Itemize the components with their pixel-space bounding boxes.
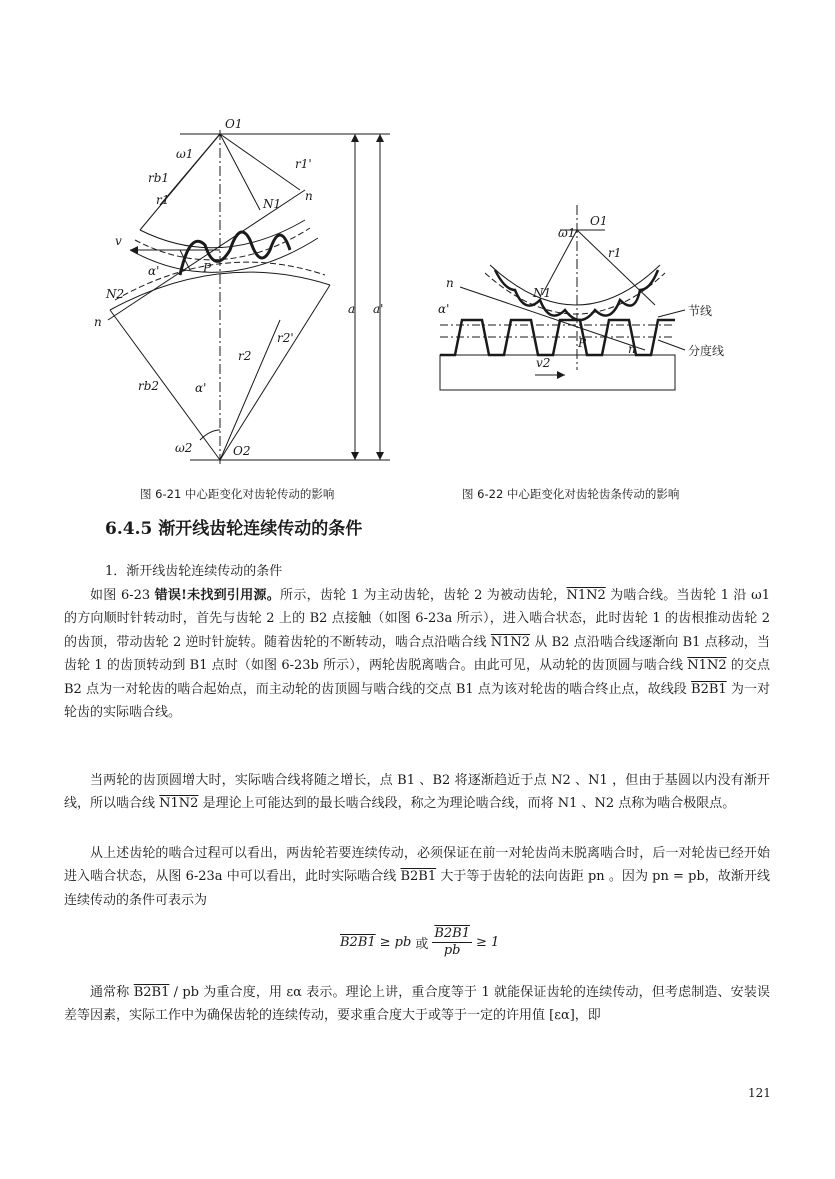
label-r1p: r1' bbox=[295, 157, 312, 171]
contact-ratio-formula: B2B1 ≥ pb 或 $\frac{B2B1}{pb}$ ≥ 1 bbox=[340, 926, 500, 958]
paragraph-3: 从上述齿轮的啮合过程可以看出，两齿轮若要连续传动，必须保证在前一对轮齿尚未脱离啮合时，后一对轮齿已经开始进入啮合状态，从图 6-23a 中可以看出，此时实际啮合线 B2B1 大于等于齿轮的法向齿距 pn 。因为 pn = pb，故渐开线连续传动的条件可表示为 bbox=[64, 846, 770, 908]
section-number: 6.4.5 bbox=[105, 519, 153, 539]
fig2-label-n1: N1 bbox=[533, 286, 552, 300]
fig2-label-r1: r1 bbox=[608, 246, 622, 260]
figure-6-22 bbox=[430, 195, 695, 395]
label-rb2: rb2 bbox=[138, 379, 160, 393]
label-reference-line: 分度线 bbox=[688, 344, 725, 358]
label-v: v bbox=[115, 234, 122, 248]
figure-6-22-caption: 图 6-22 中心距变化对齿轮齿条传动的影响 bbox=[462, 487, 680, 501]
overline-b2b1: B2B1 bbox=[691, 681, 727, 697]
label-o2: O2 bbox=[233, 444, 251, 458]
overline-n1n2: N1N2 bbox=[566, 588, 606, 603]
fig2-label-n-bot: n bbox=[628, 342, 636, 356]
label-alpha-p: α' bbox=[148, 264, 160, 278]
paragraph-4: 通常称 B2B1 / pb 为重合度，用 εα 表示。理论上讲，重合度等于 1 就能保证齿轮的连续传动，但考虑制造、安装误差等因素，实际工作中为确保齿轮的连续传动，要求重合度大于或等于一定的许用值 [εα]，即 bbox=[64, 985, 770, 1024]
section-heading bbox=[105, 514, 362, 539]
fig2-label-w1: ω1 bbox=[558, 226, 576, 240]
section-title: 渐开线齿轮连续传动的条件 bbox=[158, 519, 363, 539]
label-alpha-p2: α' bbox=[195, 381, 207, 395]
fig2-label-n-top: n bbox=[446, 276, 454, 290]
label-n-top: n bbox=[305, 189, 313, 203]
figure-6-21-caption: 图 6-21 中心距变化对齿轮传动的影响 bbox=[140, 487, 335, 501]
fig2-label-alpha-p: α' bbox=[438, 302, 450, 316]
label-r2p: r2' bbox=[277, 331, 294, 345]
label-a-p: a' bbox=[373, 302, 384, 316]
broken-reference: 错误!未找到引用源。 bbox=[154, 588, 281, 603]
formula-fraction: $\frac{B2B1}{pb}$ bbox=[434, 926, 470, 958]
fig2-label-o1: O1 bbox=[590, 214, 608, 228]
subsection-heading: 1．渐开线齿轮连续传动的条件 bbox=[105, 564, 283, 579]
label-w2: ω2 bbox=[175, 441, 193, 455]
label-n2: N2 bbox=[106, 287, 125, 301]
label-r2: r2 bbox=[238, 349, 252, 363]
label-n1: N1 bbox=[263, 197, 282, 211]
page-number: 121 bbox=[748, 1086, 771, 1100]
paragraph-1: 如图 6-23 错误!未找到引用源。所示，齿轮 1 为主动齿轮，齿轮 2 为被动齿轮，N1N2 为啮合线。当齿轮 1 沿 ω1 的方向顺时针转动时，首先与齿轮 2 上的 B2 点接触（如图 6-23a 所示），进入啮合状态，此时齿轮 1 的齿根推动齿轮 2 的齿顶，带动齿轮 2 逆时针旋转。随着齿轮的不断转动，啮合点沿啮合线 N1N2 从 B2 点沿啮合线逐渐向 B1 点移动，当齿轮 1 的齿顶转动到 B1 点时（如图 6-23b 所示），两轮齿脱离啮合。由此可见，从动轮的齿顶圆与啮合线 N1N2 的交点 B2 点为一对轮齿的啮合起始点，而主动轮的齿顶圆与啮合线的交点 B1 点为该对轮齿的啮合终止点，故线段 B2B1 为一对轮齿的实际啮合线。 bbox=[64, 588, 771, 721]
fig2-label-p: P bbox=[578, 336, 587, 350]
paragraph-2: 当两轮的齿顶圆增大时，实际啮合线将随之增长，点 B1 、B2 将逐渐趋近于点 N2 、N1 ，但由于基圆以内没有渐开线，所以啮合线 N1N2 是理论上可能达到的最长啮合线段，称之为理论啮合线，而将 N1 、N2 点称为啮合极限点。 bbox=[64, 773, 770, 812]
label-rb1: rb1 bbox=[148, 171, 170, 185]
label-w1: ω1 bbox=[176, 147, 194, 161]
label-r1: r1 bbox=[156, 193, 170, 207]
label-pitch-line: 节线 bbox=[688, 304, 713, 318]
figure-6-21 bbox=[80, 100, 420, 475]
label-p: P bbox=[203, 261, 212, 275]
fig2-label-v2: v2 bbox=[536, 356, 551, 370]
label-a: a bbox=[348, 302, 356, 316]
label-o1: O1 bbox=[225, 117, 243, 131]
label-n-left: n bbox=[94, 315, 102, 329]
